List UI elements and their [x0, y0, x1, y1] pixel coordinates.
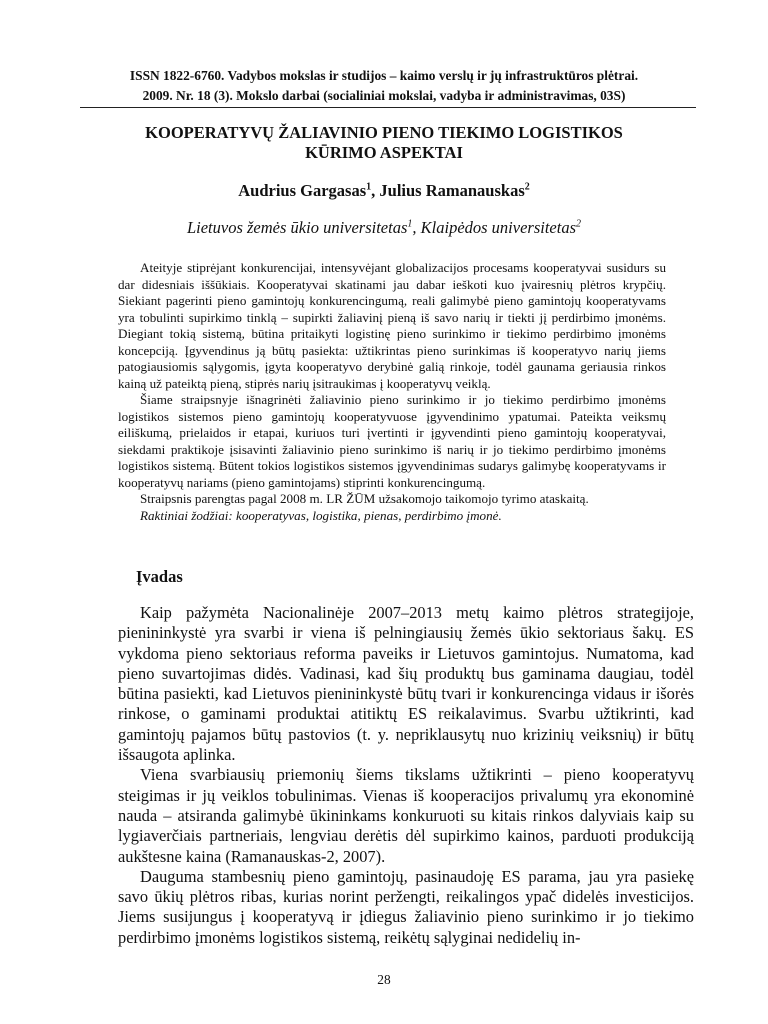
- affiliation-list: [60, 218, 708, 238]
- affiliation-separator: ,: [412, 218, 421, 237]
- article-title: [60, 123, 708, 163]
- article-title-line-1: KOOPERATYVŲ ŽALIAVINIO PIENO TIEKIMO LOGISTIKOS: [145, 123, 623, 142]
- affiliation-marker: 2: [576, 218, 582, 230]
- affiliation-name: Lietuvos žemės ūkio universitetas: [186, 218, 408, 237]
- journal-header: [60, 66, 708, 106]
- header-divider: [80, 107, 696, 108]
- affiliation-name: Klaipėdos universitetas: [420, 218, 577, 237]
- body-paragraph: Kaip pažymėta Nacionalinėje 2007–2013 metų kaimo plėtros strategijoje, pienininkystė yra svarbi ir viena iš pelningiausių žemės ūkio sektoriaus šakų. ES vykdoma pieno sektoriaus reforma paveiks ir Lietuvos gamintojus. Numatoma, kad pieno suvartojimas didės. Vadinasi, kad šių produktų bus gaminama daugiau, todėl būtina pasiekti, kad Lietuvos pienininkystė būtų tvari ir konkurencinga vidaus ir išorės rinkose, o gaminami produktai atitiktų ES reikalavimus. Svarbu užtikrinti, kad gamintojų pajamos būtų pastovios (t. y. nepriklausytų nuo krizinių veiksnių) ir būtų išsaugota aplinka.: [118, 603, 694, 765]
- journal-header-line-2: 2009. Nr. 18 (3). Mokslo darbai (socialiniai mokslai, vadyba ir administravimas, 03S): [142, 88, 626, 103]
- keywords: Raktiniai žodžiai: kooperatyvas, logistika, pienas, perdirbimo įmonė.: [140, 507, 502, 523]
- author-list: [60, 181, 708, 201]
- abstract-paragraph: Ateityje stiprėjant konkurencijai, intensyvėjant globalizacijos procesams kooperatyvai susidurs su dar didesniais iššūkiais. Kooperatyvai skatinami jau dabar ieškoti kuo įvairesnių plėtros krypčių. Siekiant pagerinti pieno gamintojų konkurencingumą, reali galimybė pieno gamintojų kooperatyvams yra tobulinti supirkimo tinklą – supirkti žaliavinį pieną iš savo narių ir tiekti jį perdirbimo įmonėms. Diegiant tokią sistemą, būtina pritaikyti logistinę pieno surinkimo ir tiekimo perdirbimo įmonėms koncepciją. Įgyvendinus ją būtų pasiekta: užtikrintas pieno surinkimas iš kooperatyvo narių jiems patogiausiomis sąlygomis, įgyta kooperatyvo derybinė galią rinkoje, todėl gaunama geriausia rinkos kainą už pateiktą pieną, stiprės narių įsitraukimas į kooperatyvų veiklą.: [118, 260, 666, 391]
- body-paragraph: Viena svarbiausių priemonių šiems tikslams užtikrinti – pieno kooperatyvų steigimas ir jų veiklos tobulinimas. Vienas iš kooperacijos privalumų yra ekonominė nauda – atsiranda galimybė ūkininkams konkuruoti su kitais rinkos dalyviais kaip su lygiaverčiais partneriais, lengviau derėtis dėl supirkimo kainos, parduoti produkciją aukštesne kaina (Ramanauskas-2, 2007).: [118, 765, 694, 866]
- author-affiliation-marker: 1: [366, 181, 372, 193]
- abstract-paragraph: Šiame straipsnyje išnagrinėti žaliavinio pieno surinkimo ir jo tiekimo perdirbimo įmonėms logistikos sistemos pieno gamintojų kooperatyvuose įgyvendinimo ypatumai. Pateikta veiksmų eiliškumą, prielaidos ir etapai, kuriuos turi įvertinti ir įgyvendinti pieno gamintojų kooperatyvai, siekdami praktikoje įsisavinti žaliavinio pieno surinkimo iš narių ir jo tiekimo perdirbimo įmonėms logistikos sistemą. Būtent tokios logistikos sistemos įgyvendinimas sudarys galimybę kooperatyvams ir kooperatyvų nariams (pieno gamintojams) stiprinti konkurencingumą.: [118, 392, 666, 490]
- abstract-paragraph: Straipsnis parengtas pagal 2008 m. LR ŽŪM užsakomojo taikomojo tyrimo ataskaitą.: [140, 491, 589, 506]
- section-body: [118, 603, 694, 948]
- section-heading: Įvadas: [136, 567, 183, 586]
- affiliation-marker: 1: [407, 218, 413, 230]
- author-affiliation-marker: 2: [524, 181, 530, 193]
- page-number: 28: [377, 972, 391, 987]
- journal-header-line-1: ISSN 1822-6760. Vadybos mokslas ir studijos – kaimo verslų ir jų infrastruktūros plėtrai.: [129, 68, 639, 83]
- abstract: [118, 260, 666, 524]
- author-name: Audrius Gargasas: [238, 181, 367, 200]
- author-separator: ,: [371, 181, 380, 200]
- article-title-line-2: KŪRIMO ASPEKTAI: [305, 143, 463, 162]
- author-name: Julius Ramanauskas: [379, 181, 525, 200]
- body-paragraph: Dauguma stambesnių pieno gamintojų, pasinaudoję ES parama, jau yra pasiekę savo ūkių plėtros ribas, kurias norint peržengti, reikalingos ypač didelės investicijos. Jiems susijungus į kooperatyvą ir įdiegus žaliavinio pieno surinkimo ir jo tiekimo perdirbimo įmonėms logistikos sistemą, reikėtų sąlyginai nedidelių in-: [118, 866, 694, 947]
